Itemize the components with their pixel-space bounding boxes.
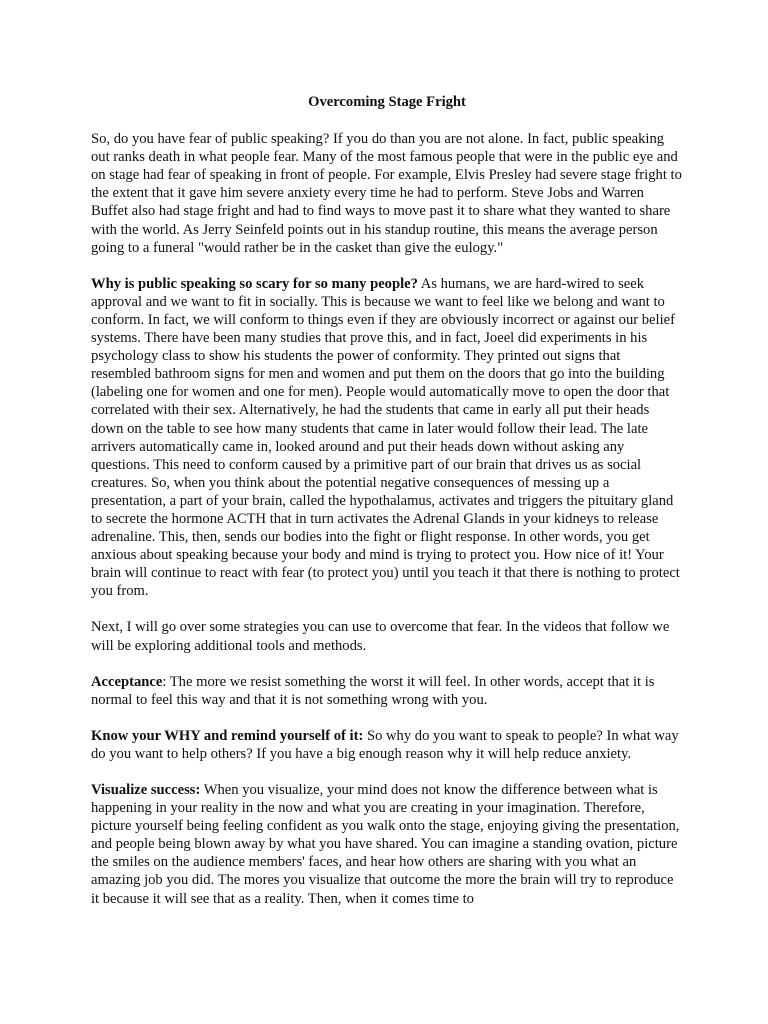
paragraph-strategies: [91, 618, 683, 654]
paragraph-lead: Know your WHY and remind yourself of it:: [91, 727, 364, 744]
paragraph-acceptance: [91, 673, 683, 709]
document-body: [91, 93, 683, 926]
paragraph-text: As humans, we are hard-wired to seek approval and we want to fit in socially. This is because we want to feel like we belong and want to conform. In fact, we will conform to things even if they are obviously incorrect or against our belief systems. There have been many studies that prove this, and in fact, Joeel did experiments in his psychology class to show his students the power of conformity. They printed out signs that resembled bathroom signs for men and women and put them on the doors that go into the building (labeling one for women and one for men). People would automatically move to open the door that correlated with their sex. Alternatively, he had the students that came in early all put their heads down on the table to see how many students that came in later would follow their lead. The late arrivers automatically came in, looked around and put their heads down without asking any questions. This need to conform caused by a primitive part of our brain that drives us as social creatures. So, when you think about the potential negative consequences of messing up a presentation, a part of your brain, called the hypothalamus, activates and triggers the pituitary gland to secrete the hormone ACTH that in turn activates the Adrenal Glands in your kidneys to release adrenaline. This, then, sends our bodies into the fight or flight response. In other words, you get anxious about speaking because your body and mind is trying to protect you. How nice of it! Your brain will continue to react with fear (to protect you) until you teach it that there is nothing to protect you from.: [91, 275, 680, 600]
paragraph-know-why: [91, 727, 683, 763]
paragraph-visualize: [91, 781, 683, 908]
document-title: Overcoming Stage Fright: [308, 94, 466, 110]
paragraph-text: Next, I will go over some strategies you can use to overcome that fear. In the videos that follow we will be exploring additional tools and methods.: [91, 619, 670, 654]
paragraph-lead: Why is public speaking so scary for so many people?: [91, 275, 418, 292]
paragraph-lead: Acceptance: [91, 673, 163, 690]
paragraph-lead: Visualize success:: [91, 782, 201, 798]
paragraph-intro: [91, 130, 683, 257]
paragraph-why-scary: [91, 275, 683, 601]
paragraph-text: When you visualize, your mind does not know the difference between what is happening in your reality in the now and what you are creating in your imagination. Therefore, picture yourself being feeling confident as you walk onto the stage, enjoying giving the presentation, and people being blown away by what you have shared. You can imagine a standing ovation, picture the smiles on the audience members' faces, and hear how others are sharing with you what an amazing job you did. The mores you visualize that outcome the more the brain will try to reproduce it because it will see that as a reality. Then, when it comes time to: [91, 782, 680, 907]
paragraph-text: So, do you have fear of public speaking? If you do than you are not alone. In fact, public speaking out ranks death in what people fear. Many of the most famous people that were in the public eye and on stage had fear of speaking in front of people. For example, Elvis Presley had severe stage fright to the extent that it gave him severe anxiety every time he had to perform. Steve Jobs and Warren Buffet also had stage fright and had to find ways to move past it to share what they wanted to share with the world. As Jerry Seinfeld points out in his standup routine, this means the average person going to a funeral "would rather be in the casket than give the eulogy.": [91, 131, 682, 256]
paragraph-text: : The more we resist something the worst it will feel. In other words, accept that it is normal to feel this way and that it is not something wrong with you.: [91, 673, 655, 708]
paragraph-text: So why do you want to speak to people? In what way do you want to help others? If you have a big enough reason why it will help reduce anxiety.: [91, 727, 679, 762]
